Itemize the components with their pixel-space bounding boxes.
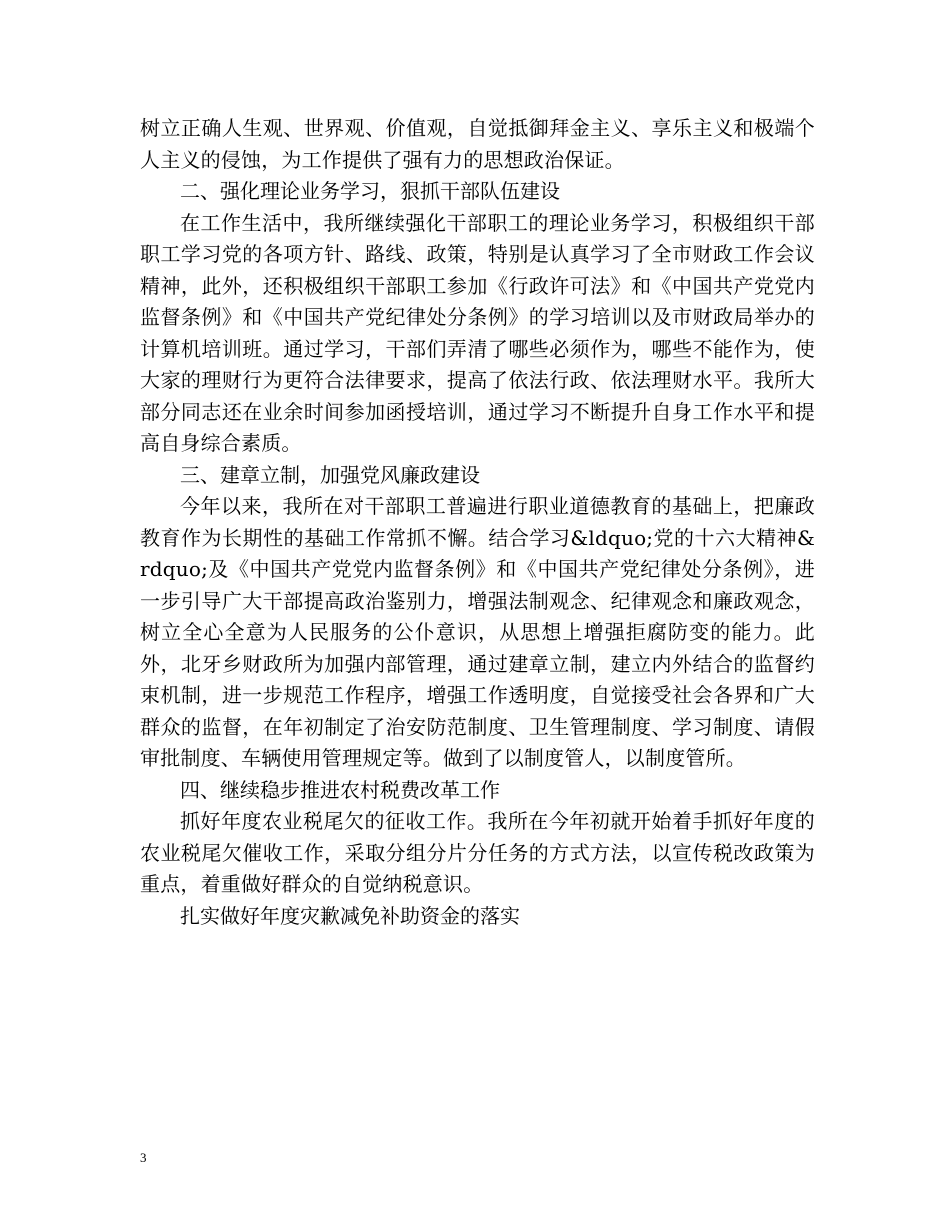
section-heading-2: 二、强化理论业务学习，狠抓干部队伍建设 bbox=[180, 179, 560, 203]
section-heading-3: 三、建章立制，加强党风廉政建设 bbox=[180, 462, 480, 487]
page-number: 3 bbox=[140, 1150, 147, 1165]
paragraph-continued: 树立正确人生观、世界观、价值观，自觉抵御拜金主义、享乐主义和极端个人主义的侵蚀，为工作提供了强有力的思想政治保证。 bbox=[140, 116, 815, 172]
paragraph-integrity-building: 今年以来，我所在对干部职工普遍进行职业道德教育的基础上，把廉政教育作为长期性的基础工作常抓不懈。结合学习&ldquo;党的十六大精神&rdquo;及《中国共产党党内监督条例》和《中国共产党纪律处分条例》，进一步引导广大干部提高政治鉴别力，增强法制观念、纪律观念和廉政观念，树立全心全意为人民服务的公仆意识，从思想上增强拒腐防变的能力。此外，北牙乡财政所为加强内部管理，通过建章立制，建立内外结合的监督约束机制，进一步规范工作程序，增强工作透明度，自觉接受社会各界和广大群众的监督，在年初制定了治安防范制度、卫生管理制度、学习制度、请假审批制度、车辆使用管理规定等。做到了以制度管人，以制度管所。 bbox=[140, 494, 815, 770]
paragraph-tax-collection: 抓好年度农业税尾欠的征收工作。我所在今年初就开始着手抓好年度的农业税尾欠催收工作，采取分组分片分任务的方式方法，以宣传税改政策为重点，着重做好群众的自觉纳税意识。 bbox=[140, 809, 815, 896]
paragraph-theory-study: 在工作生活中，我所继续强化干部职工的理论业务学习，积极组织干部职工学习党的各项方针、路线、政策，特别是认真学习了全市财政工作会议精神，此外，还积极组织干部职工参加《行政许可法》和《中国共产党党内监督条例》和《中国共产党纪律处分条例》的学习培训以及市财政局举办的计算机培训班。通过学习，干部们弄清了哪些必须作为，哪些不能作为，使大家的理财行为更符合法律要求，提高了依法行政、依法理财水平。我所大部分同志还在业余时间参加函授培训，通过学习不断提升自身工作水平和提高自身综合素质。 bbox=[140, 210, 815, 455]
subsection-heading-disaster-relief: 扎实做好年度灾歉减免补助资金的落实 bbox=[180, 903, 520, 928]
document-body bbox=[140, 113, 815, 932]
section-heading-4: 四、继续稳步推进农村税费改革工作 bbox=[180, 777, 500, 802]
